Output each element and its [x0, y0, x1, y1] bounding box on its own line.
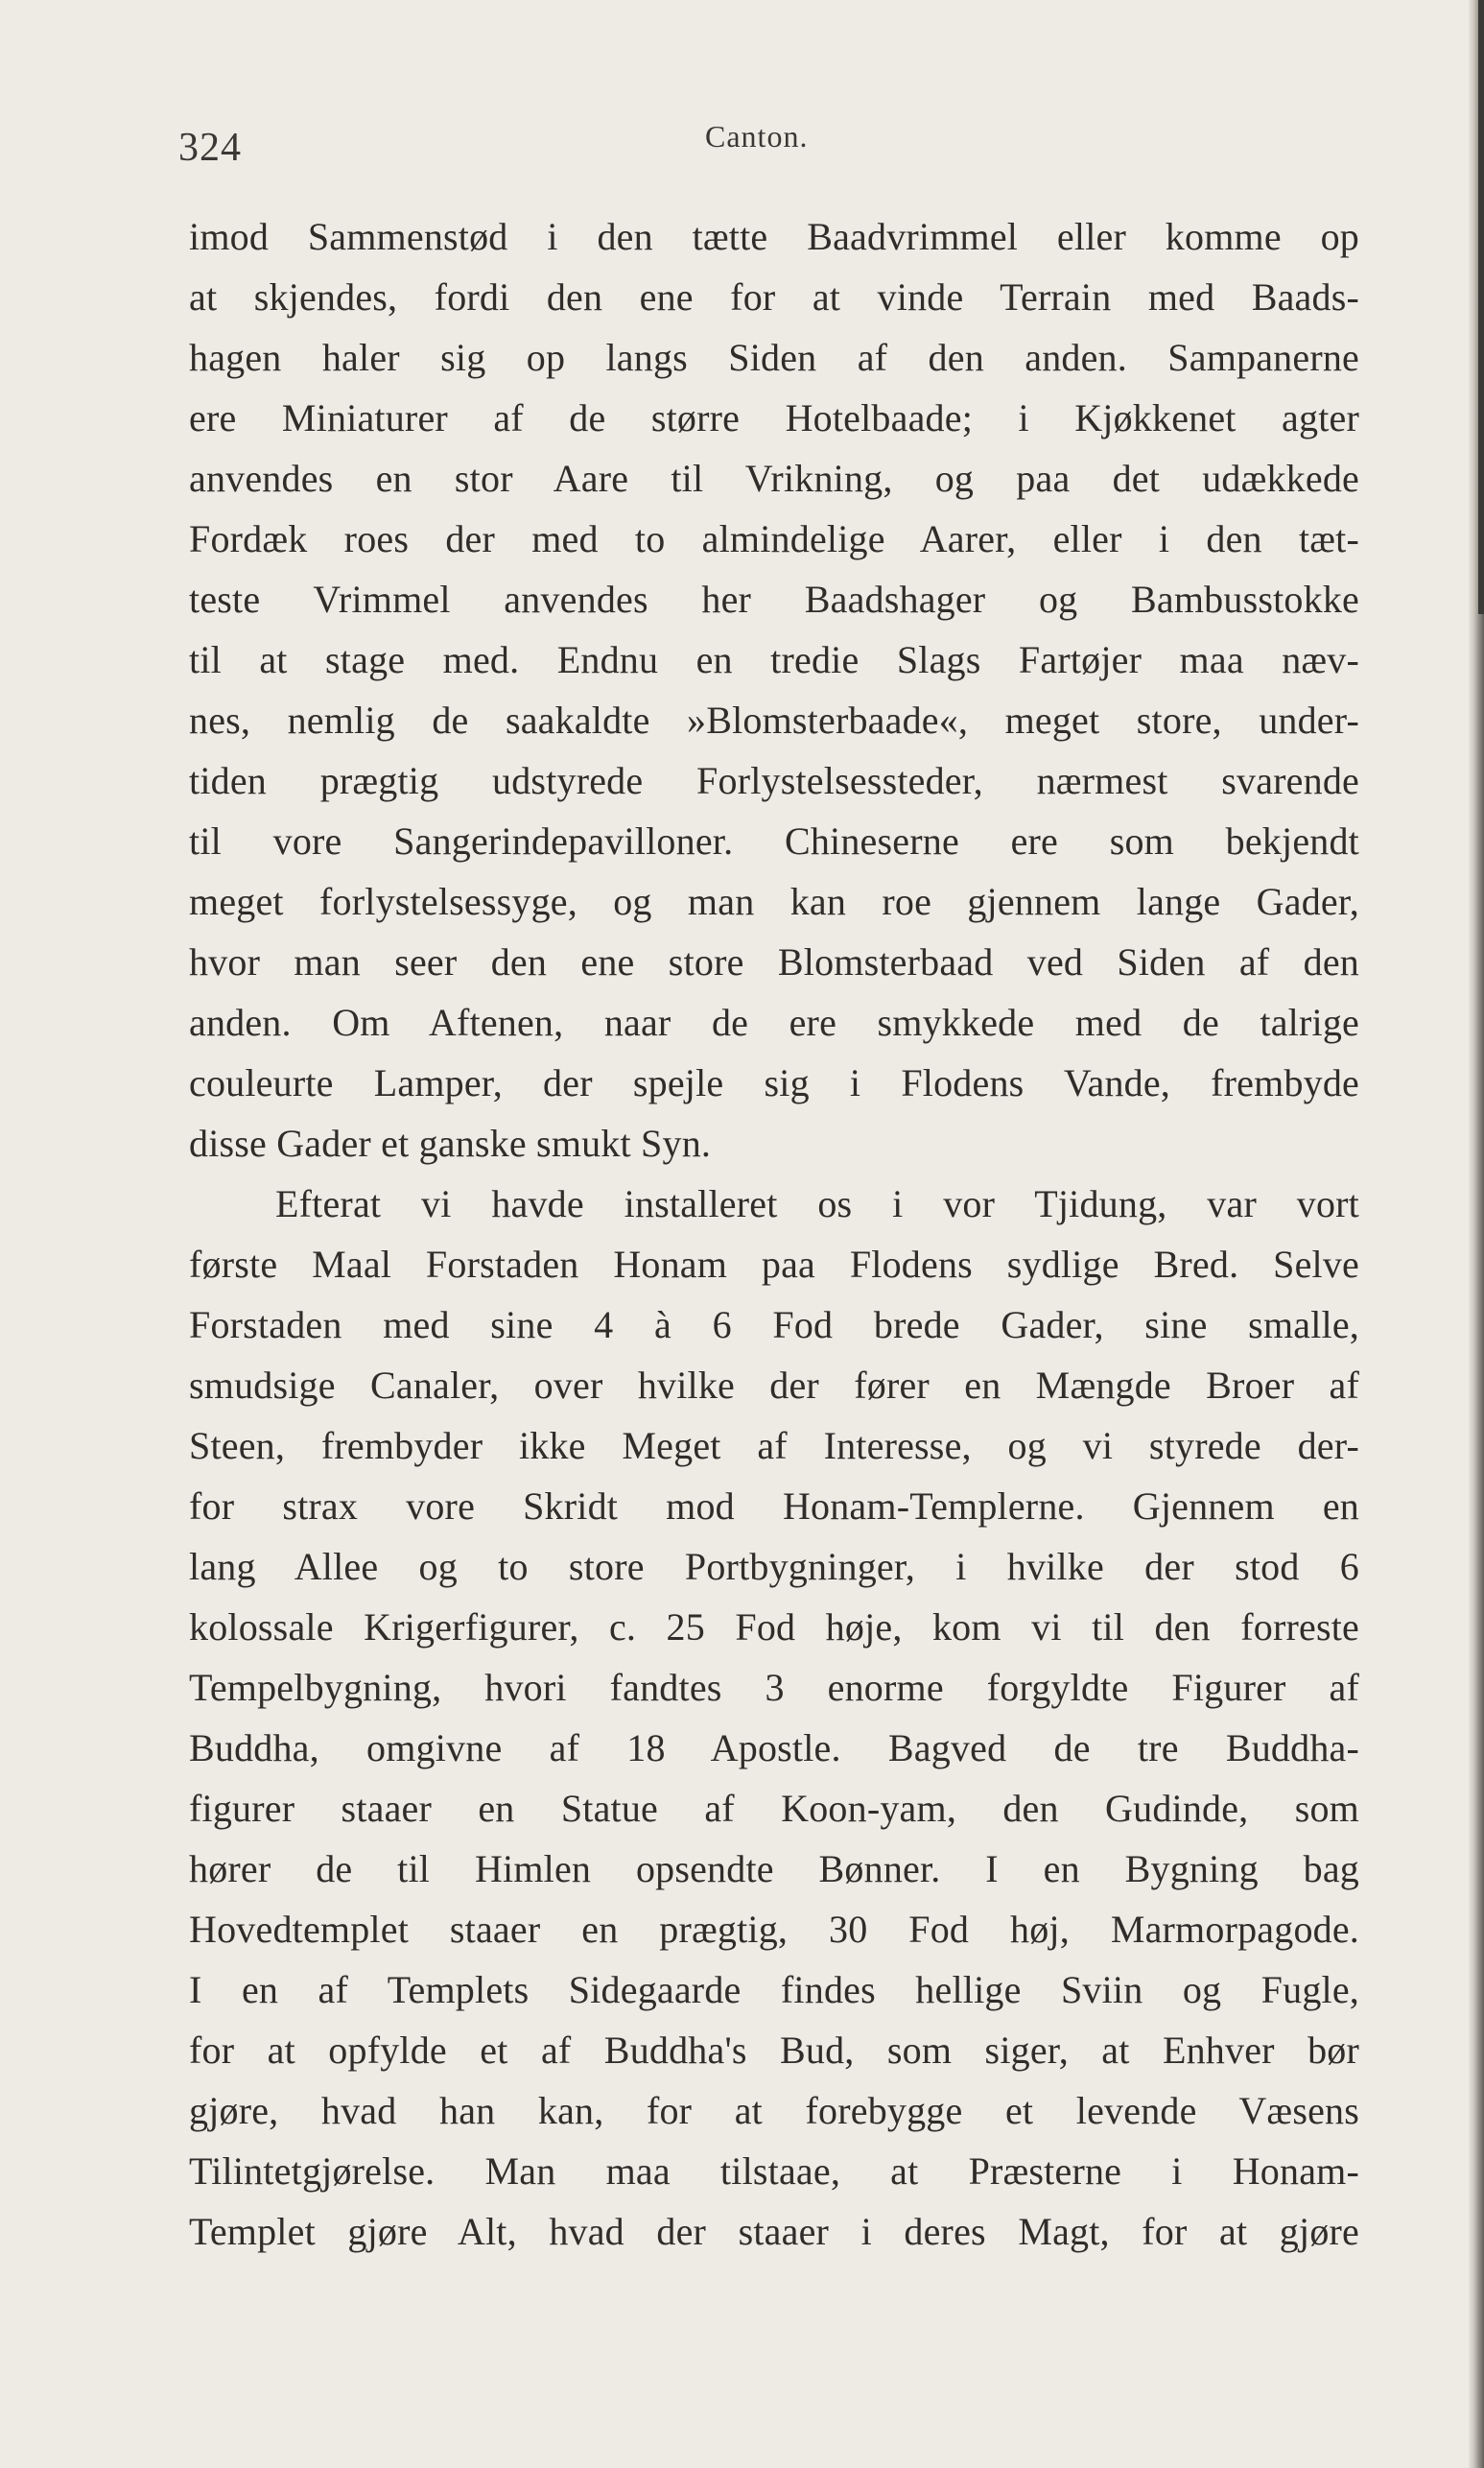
- text-line: Fordæk roes der med to almindelige Aarer, eller i den tæt-: [189, 517, 1359, 560]
- text-line: I en af Templets Sidegaarde findes hellige Sviin og Fugle,: [189, 1968, 1359, 2011]
- text-line: Buddha, omgivne af 18 Apostle. Bagved de tre Buddha-: [189, 1726, 1359, 1769]
- text-line: til at stage med. Endnu en tredie Slags Fartøjer maa næv-: [189, 638, 1359, 681]
- text-line: smudsige Canaler, over hvilke der fører en Mængde Broer af: [189, 1364, 1359, 1407]
- text-line: anden. Om Aftenen, naar de ere smykkede med de talrige: [189, 1001, 1359, 1044]
- text-line: hvor man seer den ene store Blomsterbaad ved Siden af den: [189, 940, 1359, 984]
- text-line: couleurte Lamper, der spejle sig i Flodens Vande, frembyde: [189, 1061, 1359, 1104]
- text-line: meget forlystelsessyge, og man kan roe gjennem lange Gader,: [189, 880, 1359, 923]
- text-line: første Maal Forstaden Honam paa Flodens sydlige Bred. Selve: [189, 1243, 1359, 1286]
- text-line: Forstaden med sine 4 à 6 Fod brede Gader, sine smalle,: [189, 1303, 1359, 1346]
- text-line: teste Vrimmel anvendes her Baadshager og Bambusstokke: [189, 578, 1359, 621]
- text-line: at skjendes, fordi den ene for at vinde Terrain med Baads-: [189, 275, 1359, 319]
- text-line: Hovedtemplet staaer en prægtig, 30 Fod høj, Marmorpagode.: [189, 1908, 1359, 1951]
- text-line: kolossale Krigerfigurer, c. 25 Fod høje, kom vi til den forreste: [189, 1605, 1359, 1649]
- text-line: Templet gjøre Alt, hvad der staaer i deres Magt, for at gjøre: [189, 2210, 1359, 2253]
- text-line: tiden prægtig udstyrede Forlystelsessteder, nærmest svarende: [189, 759, 1359, 802]
- text-line: hagen haler sig op langs Siden af den anden. Sampanerne: [189, 336, 1359, 379]
- text-line: imod Sammenstød i den tætte Baadvrimmel eller komme op: [189, 215, 1359, 258]
- paragraph-end-line: disse Gader et ganske smukt Syn.: [189, 1122, 712, 1165]
- page-edge-dark-strip: [1478, 0, 1484, 614]
- text-line: gjøre, hvad han kan, for at forebygge et levende Væsens: [189, 2089, 1359, 2132]
- text-line: for strax vore Skridt mod Honam-Templerne. Gjennem en: [189, 1484, 1359, 1528]
- running-head: Canton.: [705, 119, 809, 154]
- text-line: Tilintetgjørelse. Man maa tilstaae, at Præsterne i Honam-: [189, 2149, 1359, 2193]
- text-line: lang Allee og to store Portbygninger, i hvilke der stod 6: [189, 1545, 1359, 1588]
- text-line: ere Miniaturer af de større Hotelbaade; i Kjøkkenet agter: [189, 396, 1359, 439]
- text-line: figurer staaer en Statue af Koon-yam, den Gudinde, som: [189, 1787, 1359, 1830]
- text-line: anvendes en stor Aare til Vrikning, og paa det udækkede: [189, 457, 1359, 500]
- text-line: til vore Sangerindepavilloner. Chineserne ere som bekjendt: [189, 819, 1359, 863]
- text-line: Tempelbygning, hvori fandtes 3 enorme forgyldte Figurer af: [189, 1666, 1359, 1709]
- page-number: 324: [178, 126, 242, 170]
- body-text: [189, 206, 1359, 2262]
- text-line: hører de til Himlen opsendte Bønner. I en Bygning bag: [189, 1847, 1359, 1890]
- paragraph-start-line: Efterat vi havde installeret os i vor Tjidung, var vort: [275, 1182, 1359, 1225]
- text-line: nes, nemlig de saakaldte »Blomsterbaade«, meget store, under-: [189, 699, 1359, 742]
- text-line: for at opfylde et af Buddha's Bud, som siger, at Enhver bør: [189, 2029, 1359, 2072]
- text-line: Steen, frembyder ikke Meget af Interesse, og vi styrede der-: [189, 1424, 1359, 1467]
